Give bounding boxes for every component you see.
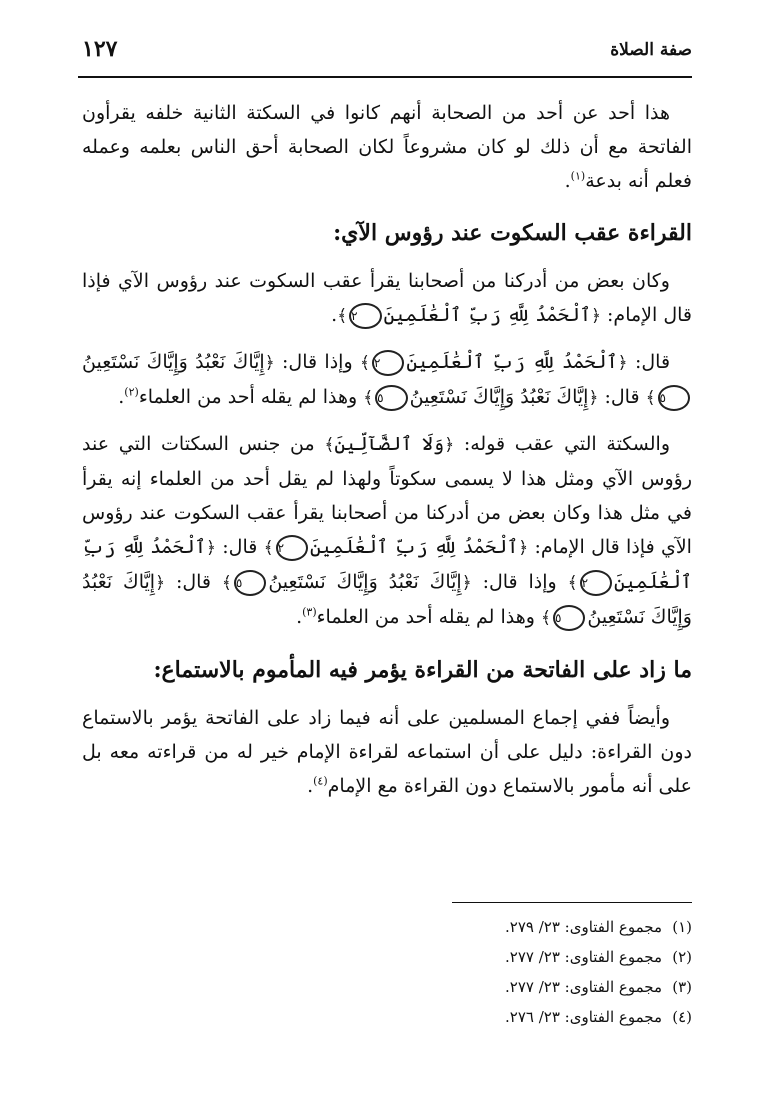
paragraph: هذا أحد عن أحد من الصحابة أنهم كانوا في السكتة الثانية خلفه يقرأون الفاتحة مع أن ذلك لو كان مشروعاً لكان الصحابة أحق الناس بعلمه وعمله فعلم أنه بدعة$^{(١)}$.	[82, 102, 692, 192]
paragraph-text: من جنس السكتات التي عند رؤوس الآي ومثل هذا لا يسمى سكوتاً ولهذا لم يقل أحد من العلماء إنه يقرأ في مثل هذا وكان بعض من أدركنا من أصحابنا يقرأ عقب السكوت عند رؤوس الآي فإذا قال الإمام:	[82, 433, 692, 558]
quran-verse	[360, 351, 628, 373]
footnote-ref: (٣)	[302, 605, 317, 619]
section-heading: القراءة عقب السكوت عند رؤوس الآي:	[333, 220, 692, 246]
paragraph-text: وهذا لم يقله أحد من العلماء	[316, 606, 535, 628]
paragraph-text: قال:	[175, 571, 212, 593]
verse-text: إِيَّاكَ نَعْبُدُ وَإِيَّاكَ نَسْتَعِينُ	[82, 351, 265, 373]
ornate-bracket-close: ﴾	[221, 573, 232, 593]
ayah-number-icon: ٥	[553, 605, 585, 631]
quran-verse	[222, 571, 472, 593]
paragraph: وأيضاً ففي إجماع المسلمين على أنه فيما زاد على الفاتحة يؤمر بالاستماع دون القراءة: دليل على أن استماعه لقراءة الإمام خير له من قراءته معه بل على أنه مأمور بالاستماع دون القراءة مع الإمام$^{(٤)}$.	[82, 707, 692, 797]
verse-text: ٱلْحَمْدُ لِلَّهِ رَبِّ ٱلْعَٰلَمِينَ	[310, 536, 519, 558]
running-title: صفة الصلاة	[610, 40, 692, 60]
ornate-bracket-open: ﴿	[588, 388, 599, 408]
page-number: ١٢٧	[82, 36, 118, 62]
ornate-bracket-close: ﴾	[359, 353, 370, 373]
footnote-number: (٣)	[672, 978, 692, 996]
quran-verse	[337, 304, 601, 326]
paragraph: والسكتة التي عقب قوله: ﴿وَلَا ٱلضَّآلِّينَ﴾ من جنس السكتات التي عند رؤوس الآي ومثل هذا لا يسمى سكوتاً ولهذا لم يقل أحد من العلماء إنه يقرأ في مثل هذا وكان بعض من أدركنا من أصحابنا يقرأ عقب السكوت عند رؤوس الآي فإذا قال الإمام: ﴿ٱلْحَمْدُ لِلَّهِ رَبِّ ٱلْعَٰلَمِينَ٢﴾ قال: ﴿ٱلْحَمْدُ لِلَّهِ رَبِّ ٱلْعَٰلَمِينَ٢﴾ وإذا قال: ﴿إِيَّاكَ نَعْبُدُ وَإِيَّاكَ نَسْتَعِينُ٥﴾ قال: ﴿إِيَّاكَ نَعْبُدُ وَإِيَّاكَ نَسْتَعِينُ٥﴾ وهذا لم يقله أحد من العلماء$^{(٣)}$.	[82, 427, 692, 635]
ornate-bracket-close: ﴾	[541, 608, 551, 628]
paragraph-text: والسكتة التي عقب قوله:	[463, 433, 670, 455]
verse-text: وَلَا ٱلضَّآلِّينَ	[334, 433, 445, 455]
quran-verse	[363, 386, 598, 408]
verse-text: إِيَّاكَ نَعْبُدُ وَإِيَّاكَ نَسْتَعِينُ	[409, 386, 589, 408]
footnote-text: مجموع الفتاوى: ٢٣/ ٢٧٧.	[505, 978, 662, 996]
verse-text: إِيَّاكَ نَعْبُدُ وَإِيَّاكَ نَسْتَعِينُ	[82, 571, 692, 628]
paragraph-text: قال:	[604, 386, 640, 408]
footnote-number: (٢)	[672, 948, 692, 966]
ayah-number-icon: ٥	[375, 385, 407, 411]
verse-text: ٱلْحَمْدُ لِلَّهِ رَبِّ ٱلْعَٰلَمِينَ	[406, 351, 618, 373]
section-heading: ما زاد على الفاتحة من القراءة يؤمر فيه المأموم بالاستماع:	[153, 657, 692, 683]
footnote-number: (١)	[672, 918, 692, 936]
ornate-bracket-close: ﴾	[337, 306, 348, 326]
quran-verse	[324, 433, 454, 455]
paragraph-text: وإذا قال:	[282, 351, 353, 373]
footnote-number: (٤)	[672, 1008, 692, 1026]
ornate-bracket-open: ﴿	[617, 353, 628, 373]
quran-verse	[264, 536, 529, 558]
footnote-item	[82, 912, 692, 942]
ornate-bracket-open: ﴿	[518, 538, 529, 558]
footnote-item	[82, 1002, 692, 1032]
ayah-number-icon: ٥	[658, 385, 690, 411]
header-rule	[78, 76, 692, 78]
paragraph-text: وإذا قال:	[482, 571, 557, 593]
paragraph-text: قال:	[222, 536, 258, 558]
footnotes-list	[82, 912, 692, 1032]
ornate-bracket-close: ﴾	[324, 435, 335, 455]
ornate-bracket-open: ﴿	[591, 306, 601, 326]
verse-text: ٱلْحَمْدُ لِلَّهِ رَبِّ ٱلْعَٰلَمِينَ	[383, 304, 592, 326]
paragraph: وكان بعض من أدركنا من أصحابنا يقرأ عقب السكوت عند رؤوس الآي فإذا قال الإمام: ﴿ٱلْحَمْدُ لِلَّهِ رَبِّ ٱلْعَٰلَمِينَ٢﴾.	[82, 264, 692, 333]
verse-text: إِيَّاكَ نَعْبُدُ وَإِيَّاكَ نَسْتَعِينُ	[268, 571, 462, 593]
footnote-separator	[452, 902, 692, 903]
footnote-item	[82, 972, 692, 1002]
paragraph-text: قال:	[634, 351, 671, 373]
ayah-number-icon: ٢	[580, 570, 612, 596]
paragraph-text: وكان بعض من أدركنا من أصحابنا يقرأ عقب السكوت عند رؤوس الآي فإذا قال الإمام:	[82, 270, 692, 326]
footnote-text: مجموع الفتاوى: ٢٣/ ٢٧٩.	[505, 918, 662, 936]
ayah-number-icon: ٥	[234, 570, 266, 596]
footnote-text: مجموع الفتاوى: ٢٣/ ٢٧٧.	[505, 948, 662, 966]
ornate-bracket-open: ﴿	[155, 573, 166, 593]
ornate-bracket-close: ﴾	[263, 538, 274, 558]
paragraph-text: وأيضاً ففي إجماع المسلمين على أنه فيما زاد على الفاتحة يؤمر بالاستماع دون القراءة: دليل على أن استماعه لقراءة الإمام خير له من قراءته معه بل على أنه مأمور بالاستماع دون القراءة مع الإمام	[82, 707, 692, 797]
footnote-ref: (١)	[570, 169, 586, 183]
paragraph: قال: ﴿ٱلْحَمْدُ لِلَّهِ رَبِّ ٱلْعَٰلَمِينَ٢﴾ وإذا قال: ﴿إِيَّاكَ نَعْبُدُ وَإِيَّاكَ نَسْتَعِينُ٥﴾ قال: ﴿إِيَّاكَ نَعْبُدُ وَإِيَّاكَ نَسْتَعِينُ٥﴾ وهذا لم يقله أحد من العلماء$^{(٢)}$.	[82, 345, 692, 415]
ornate-bracket-open: ﴿	[461, 573, 472, 593]
footnote-text: مجموع الفتاوى: ٢٣/ ٢٧٦.	[505, 1008, 662, 1026]
ornate-bracket-open: ﴿	[444, 435, 455, 455]
ayah-number-icon: ٢	[349, 303, 381, 329]
footnote-item	[82, 942, 692, 972]
paragraph-text: وهذا لم يقله أحد من العلماء	[138, 386, 358, 408]
ornate-bracket-close: ﴾	[567, 573, 578, 593]
footnote-ref: (٢)	[124, 385, 139, 399]
ayah-number-icon: ٢	[276, 535, 308, 561]
ornate-bracket-close: ﴾	[645, 388, 656, 408]
footnote-ref: (٤)	[313, 774, 328, 788]
ornate-bracket-open: ﴿	[264, 353, 275, 373]
main-text	[82, 96, 692, 815]
ayah-number-icon: ٢	[372, 350, 404, 376]
ornate-bracket-open: ﴿	[205, 538, 216, 558]
verse-text: ٱلْحَمْدُ لِلَّهِ رَبِّ ٱلْعَٰلَمِينَ	[82, 536, 692, 593]
ornate-bracket-close: ﴾	[363, 388, 374, 408]
paragraph-text: هذا أحد عن أحد من الصحابة أنهم كانوا في السكتة الثانية خلفه يقرأون الفاتحة مع أن ذلك لو كان مشروعاً لكان الصحابة أحق الناس بعلمه وعمله فعلم أنه بدعة	[82, 102, 692, 192]
